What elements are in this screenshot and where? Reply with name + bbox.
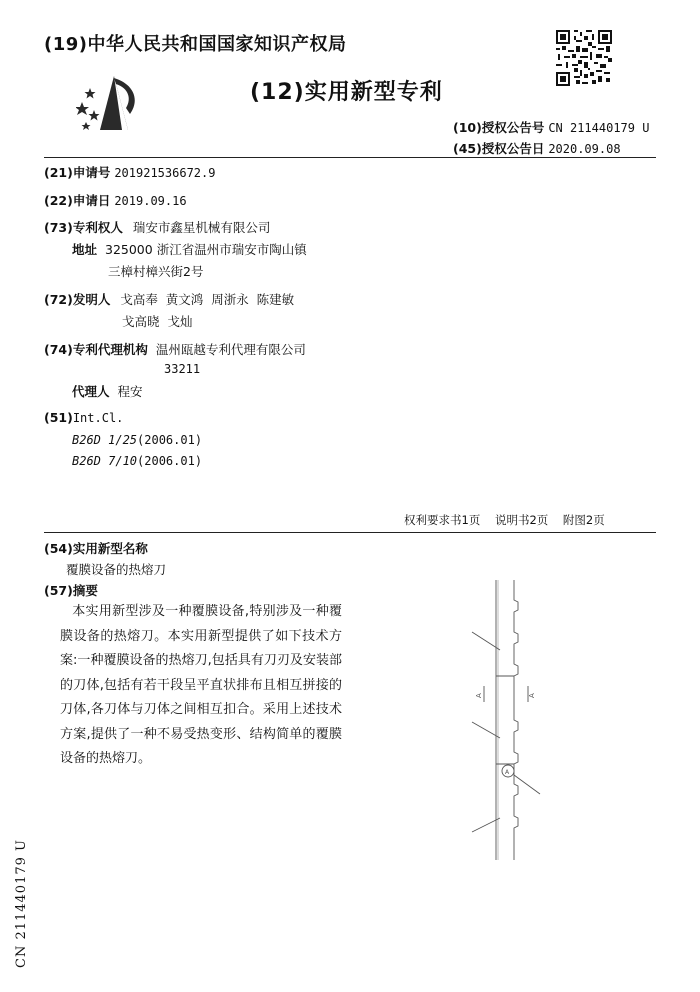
field-label: 专利权人 — [72, 220, 123, 235]
field-code: (22) — [44, 193, 73, 208]
field-label: 代理人 — [72, 384, 110, 399]
patent-drawing — [462, 580, 552, 860]
field-label: 专利代理机构 — [72, 342, 148, 357]
section-divider — [44, 532, 656, 533]
field-code: (72) — [44, 292, 73, 307]
ipc-year: (2006.01) — [137, 454, 203, 468]
detail-mark: A — [505, 769, 510, 776]
app-number: 201921536672.9 — [114, 166, 216, 180]
field-code: (51) — [44, 410, 73, 425]
field-label: 摘要 — [72, 583, 98, 598]
field-label: 地址 — [72, 242, 98, 257]
section-mark-right: A — [528, 693, 536, 698]
pub-date-row — [453, 139, 621, 157]
ipc-entry — [72, 432, 202, 447]
field-label: 实用新型名称 — [72, 541, 148, 556]
section-mark-left: A — [475, 693, 483, 698]
abstract-text — [60, 600, 342, 772]
field-app-no — [44, 163, 215, 181]
patentee-name: 瑞安市鑫星机械有限公司 — [132, 220, 271, 235]
field-address — [72, 240, 307, 258]
header-divider — [44, 157, 656, 158]
qr-code[interactable] — [556, 30, 612, 86]
agent-name: 程安 — [117, 384, 143, 399]
issuing-office: (19)中华人民共和国国家知识产权局 — [44, 34, 347, 55]
ipc-class: B26D 1/25 — [72, 433, 138, 447]
field-agency — [44, 340, 306, 358]
field-label: 发明人 — [72, 292, 111, 307]
inventors-line-1: 戈高奉 黄文鸿 周浙永 陈建敏 — [120, 292, 295, 307]
field-app-date — [44, 191, 187, 209]
pub-number-row — [453, 118, 649, 136]
field-label: 申请日 — [72, 193, 111, 208]
agency-name: 温州瓯越专利代理有限公司 — [155, 342, 306, 357]
field-label: Int.Cl. — [72, 411, 124, 425]
field-code: (73) — [44, 220, 73, 235]
inventors-line-2: 戈高晓 戈灿 — [122, 314, 193, 329]
app-date: 2019.09.16 — [114, 194, 187, 208]
utility-model-title: 覆膜设备的热熔刀 — [66, 562, 167, 577]
vertical-pub-number: CN 211440179 U — [14, 839, 29, 968]
field-code: (54) — [44, 541, 73, 556]
field-code: (57) — [44, 583, 73, 598]
field-code: (21) — [44, 165, 73, 180]
address-line-2: 三樟村樟兴街2号 — [108, 264, 204, 279]
pub-date: 2020.09.08 — [548, 142, 621, 156]
agency-code: 33211 — [164, 362, 201, 376]
field-inventors — [44, 290, 294, 308]
field-code: (74) — [44, 342, 73, 357]
title-heading — [44, 539, 148, 557]
pub-number: CN 211440179 U — [548, 121, 650, 135]
page-counts: 权利要求书1页 说明书2页 附图2页 — [404, 513, 605, 527]
field-ipc — [44, 410, 123, 425]
field-label: 申请号 — [72, 165, 111, 180]
ipc-class: B26D 7/10 — [72, 454, 138, 468]
cnipa-emblem-logo — [76, 74, 152, 132]
ipc-entry — [72, 453, 202, 468]
field-agent — [72, 382, 143, 400]
abstract-heading — [44, 581, 98, 599]
ipc-year: (2006.01) — [137, 433, 203, 447]
address-line-1: 325000 浙江省温州市瑞安市陶山镇 — [105, 242, 307, 257]
document-type-title: (12)实用新型专利 — [250, 80, 443, 105]
abstract-body: 本实用新型涉及一种覆膜设备,特别涉及一种覆膜设备的热熔刀。本实用新型提供了如下技术方案:一种覆膜设备的热熔刀,包括具有刀刃及安装部的刀体,包括有若干段呈平直状排布且相互拼接的刀体,各刀体与刀体之间相互扣合。采用上述技术方案,提供了一种不易受热变形、结构简单的覆膜设备的热熔刀。 — [60, 604, 342, 766]
pub-date-label: (45)授权公告日 — [453, 141, 545, 156]
field-patentee — [44, 218, 270, 236]
pub-number-label: (10)授权公告号 — [453, 120, 545, 135]
